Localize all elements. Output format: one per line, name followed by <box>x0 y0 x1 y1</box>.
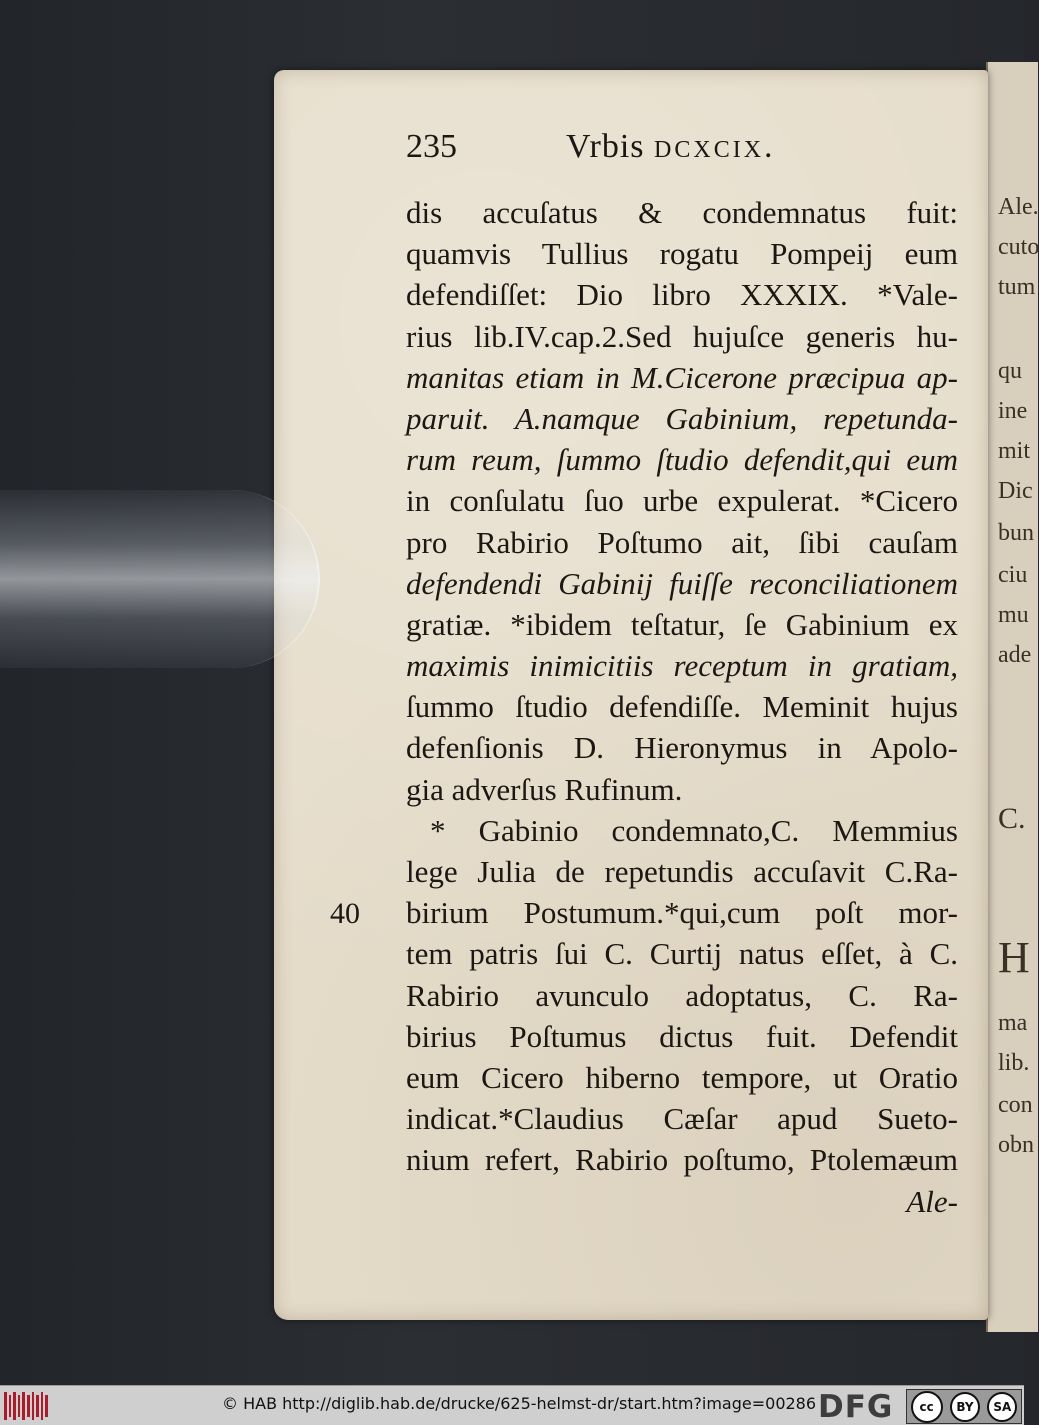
facing-fragment: C. <box>998 802 1026 835</box>
running-head-word: Vrbis <box>566 128 645 165</box>
text-line: defendendi Gabinij fuiſſe reconciliationem <box>406 565 958 601</box>
text-line: quamvis Tullius rogatu Pompeij eum <box>406 236 958 272</box>
text-line: rum reum, ſummo ſtudio defendit,qui eum <box>406 442 958 478</box>
facing-fragment: tum <box>998 274 1036 300</box>
facing-page-edge <box>986 62 1038 1332</box>
text-line: gia adverſus Rufinum. <box>406 771 683 807</box>
facing-fragment: mu <box>998 602 1029 628</box>
facing-fragment: Ale. <box>998 194 1039 220</box>
text-line: Rabirio avunculo adoptatus, C. Ra- <box>406 977 958 1013</box>
facing-fragment: qu <box>998 358 1022 384</box>
facing-fragment: Dic <box>998 478 1033 504</box>
by-icon: BY <box>950 1392 980 1422</box>
text-line: gratiæ. *ibidem teſtatur, ſe Gabinium ex <box>406 606 958 642</box>
dfg-logo: DFG <box>818 1389 894 1425</box>
facing-fragment: ine <box>998 398 1028 424</box>
facing-fragment: cuto <box>998 234 1039 260</box>
text-line: defendiſſet: Dio libro XXXIX. *Vale- <box>406 277 958 313</box>
text-line: pro Rabirio Poſtumo ait, ſibi cauſam <box>406 524 958 560</box>
footer-bar <box>0 1385 1024 1425</box>
running-head <box>566 128 776 166</box>
text-line: dis accuſatus & condemnatus fuit: <box>406 195 958 230</box>
text-line: birius Poſtumus dictus fuit. Defendit <box>406 1018 958 1054</box>
facing-fragment: bun <box>998 520 1034 546</box>
sa-icon: SA <box>987 1392 1017 1422</box>
cc-license-badge[interactable] <box>906 1389 1022 1424</box>
text-line: ſummo ſtudio defendiſſe. Meminit hujus <box>406 689 958 725</box>
text-line: defenſionis D. Hieronymus in Apolo- <box>406 730 958 766</box>
text-line: manitas etiam in M.Cicerone præcipua ap- <box>406 359 958 395</box>
text-line: maximis inimicitiis receptum in gratiam, <box>406 648 958 684</box>
text-line: lege Julia de repetundis accuſavit C.Ra- <box>406 854 958 889</box>
text-line: rius lib.IV.cap.2.Sed hujuſce generis hu- <box>406 318 958 354</box>
hab-logo-icon <box>4 1392 48 1420</box>
text-line: eum Cicero hiberno tempore, ut Oratio <box>406 1059 958 1095</box>
text-line: birium Postumum.*qui,cum poſt mor- <box>406 895 958 931</box>
catchword: Ale- <box>906 1183 958 1219</box>
running-head-year: dcxcix. <box>654 128 776 165</box>
text-line: paruit. A.namque Gabinium, repetunda- <box>406 400 958 436</box>
facing-fragment: ciu <box>998 562 1028 588</box>
glass-page-weight <box>0 490 320 668</box>
cc-icon: cc <box>911 1391 943 1423</box>
text-line: indicat.*Claudius Cæſar apud Sueto- <box>406 1101 958 1137</box>
text-line: tem patris ſui C. Curtij natus eſſet, à C. <box>406 936 958 972</box>
facing-fragment: ma <box>998 1010 1028 1036</box>
facing-fragment: ade <box>998 642 1032 668</box>
text-line: nium refert, Rabirio poſtumo, Ptolemæum <box>406 1142 958 1178</box>
text-line: in conſulatu ſuo urbe expulerat. *Cicero <box>406 483 958 519</box>
facing-fragment: H <box>998 933 1030 982</box>
page-text <box>406 192 958 1222</box>
facing-fragment: obn <box>998 1132 1034 1158</box>
margin-line-number: 40 <box>330 897 360 930</box>
facing-fragment: con <box>998 1092 1033 1118</box>
facing-fragment: lib. <box>998 1050 1030 1076</box>
page-number: 235 <box>406 128 457 165</box>
text-line: * Gabinio condemnato,C. Memmius <box>430 812 958 848</box>
credit-link[interactable]: © HAB http://diglib.hab.de/drucke/625-helmst-dr/start.htm?image=00286 <box>222 1394 817 1413</box>
book-page <box>274 70 988 1320</box>
facing-fragment: mit <box>998 438 1031 464</box>
